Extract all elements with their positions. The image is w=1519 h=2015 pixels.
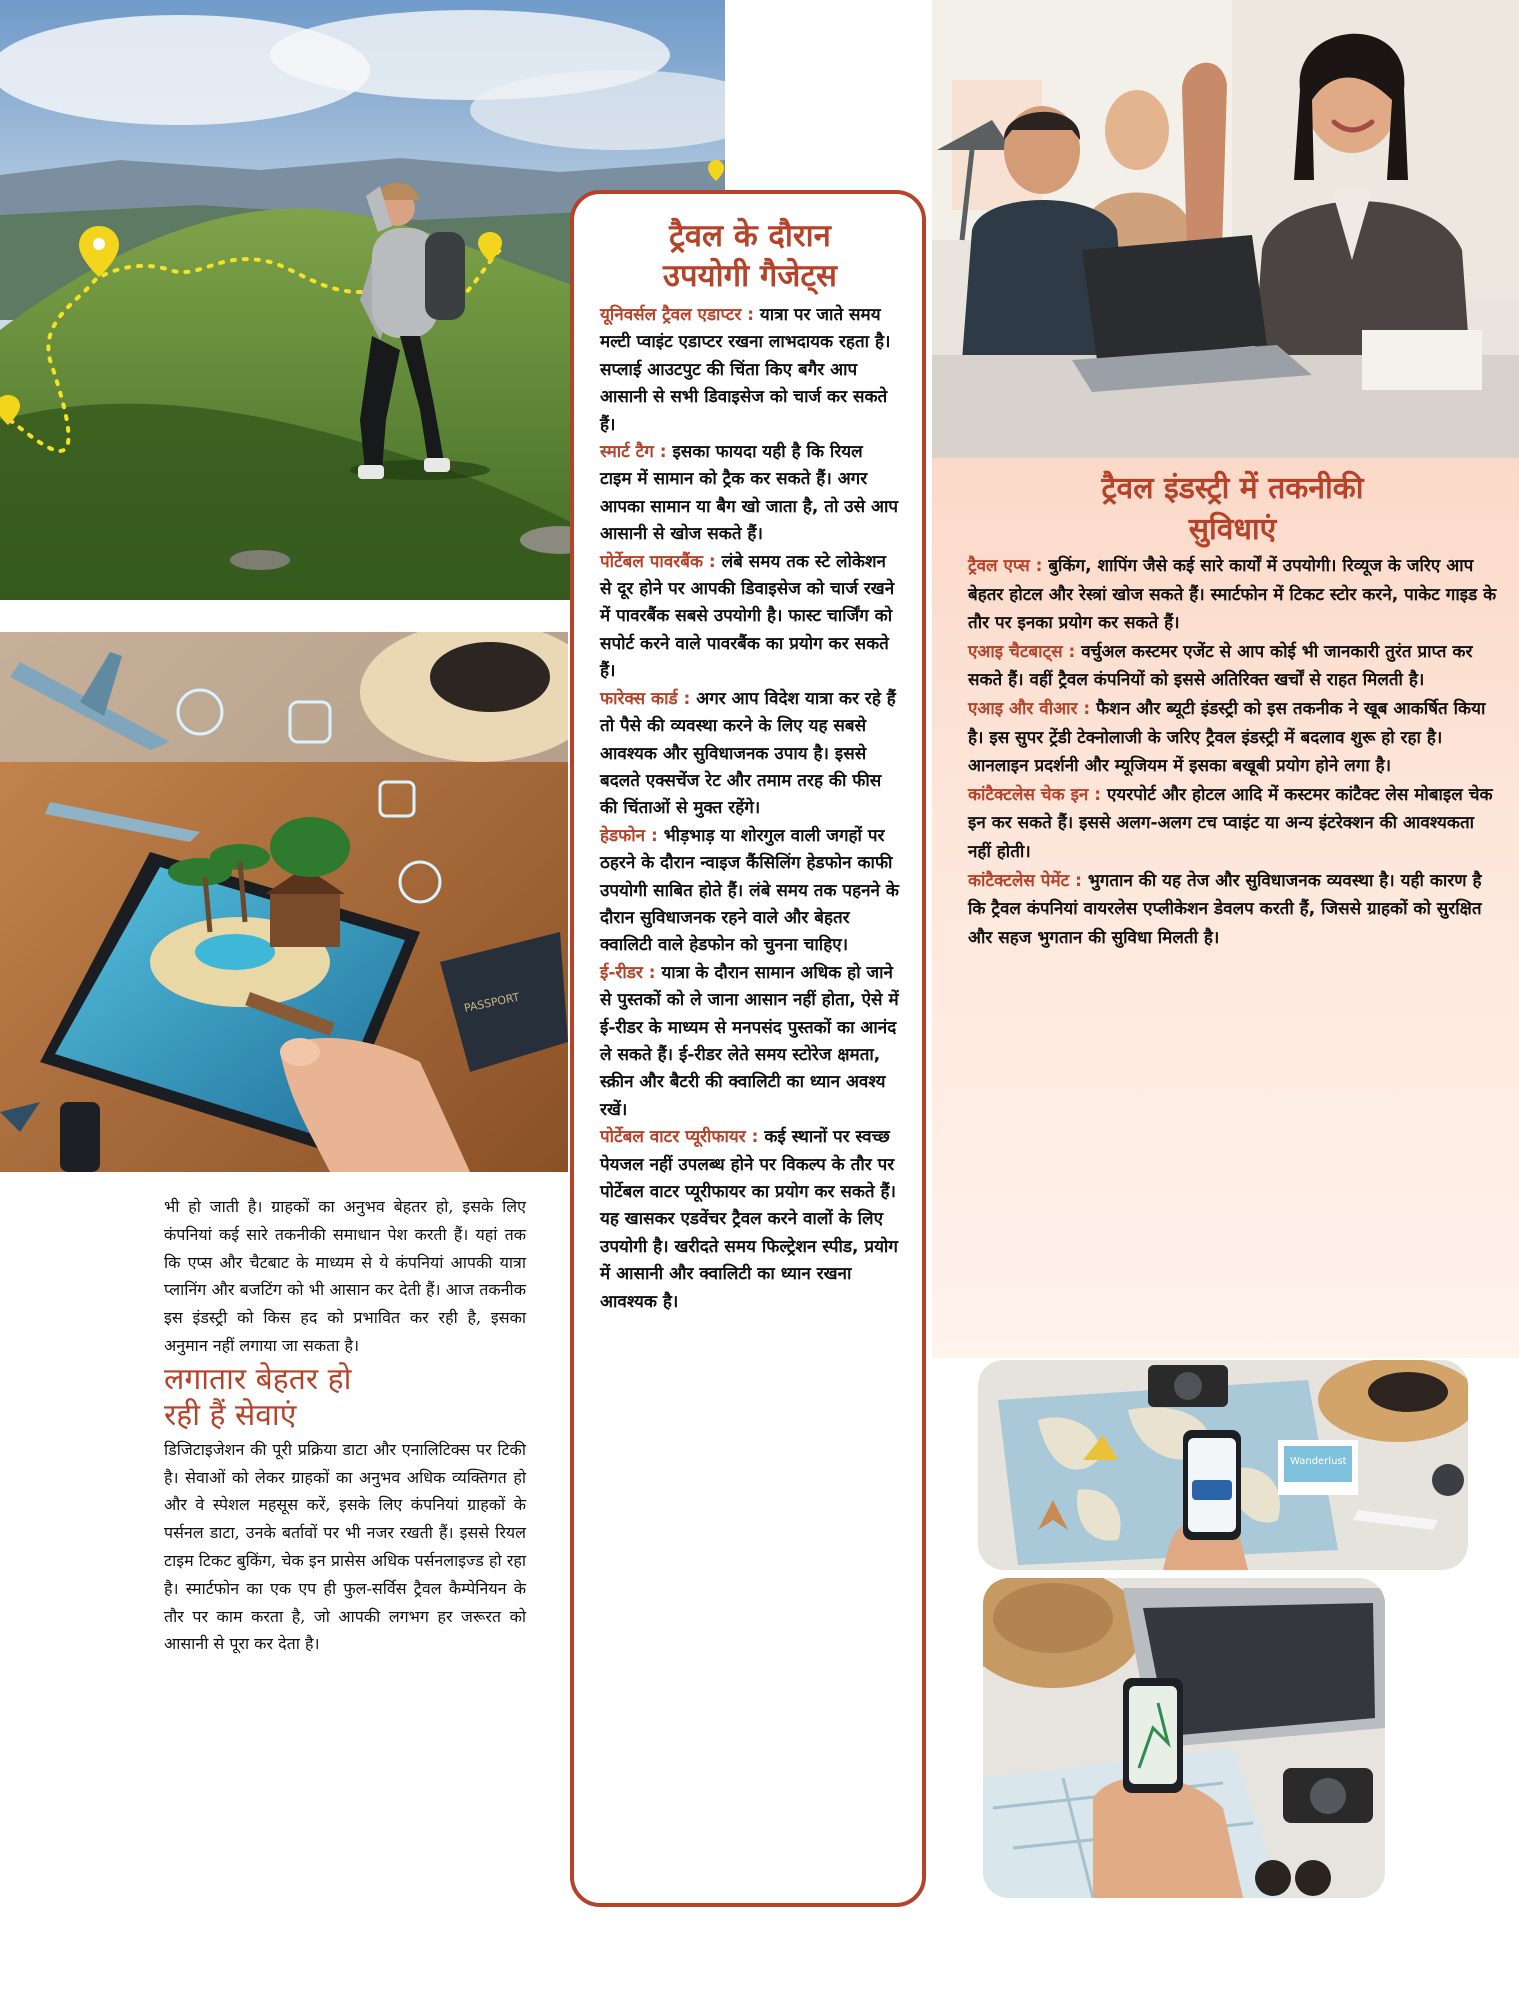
travel-map-photo bbox=[978, 1360, 1468, 1570]
gadget-item-forex-card bbox=[600, 686, 900, 823]
gadget-text: यात्रा के दौरान सामान अधिक हो जाने से पुस्तकों को ले जाना आसान नहीं होता, ऐसे में ई-रीडर के माध्यम से मनपसंद पुस्तकों का आनंद ले सकते हैं। ई-रीडर लेते समय स्टोरेज क्षमता, स्क्रीन और बैटरी की क्वालिटी का ध्यान अवश्य रखें। bbox=[600, 962, 899, 1120]
tech-title-line1: ट्रैवल इंडस्ट्री में तकनीकी bbox=[1101, 471, 1364, 506]
gadget-item-water-purifier bbox=[600, 1124, 900, 1316]
gadget-item-headphone bbox=[600, 823, 900, 960]
gadget-item-smart-tag bbox=[600, 439, 900, 549]
gadget-text: अगर आप विदेश यात्रा कर रहे हैं तो पैसे की व्यवस्था करने के लिए यह सबसे आवश्यक और सुविधाजनक उपाय है। इससे बदलते एक्सचेंज रेट और तमाम तरह की फीस की चिंताओं से मुक्त रहेंगे। bbox=[600, 688, 896, 819]
tech-title bbox=[968, 468, 1497, 550]
tech-term: एआइ और वीआर : bbox=[968, 698, 1091, 719]
tech-item-contactless-payment bbox=[968, 867, 1497, 953]
gadget-term: पोर्टेबल पावरबैंक : bbox=[600, 551, 716, 572]
gadget-term: स्मार्ट टैग : bbox=[600, 442, 667, 463]
office-photo bbox=[932, 0, 1519, 458]
left-paragraph-1: भी हो जाती है। ग्राहकों का अनुभव बेहतर हो, इसके लिए कंपनियां कई सारे तकनीकी समाधान पेश करती हैं। यहां तक कि एप्स और चैटबाट के माध्यम से ये कंपनियां आपकी यात्रा प्लानिंग और बजटिंग को भी आसान कर देती हैं। आज तकनीक इस इंडस्ट्री को किस हद को प्रभावित कर रही है, इसका अनुमान नहीं लगाया जा सकता है। bbox=[164, 1197, 526, 1355]
gadget-term: ई-रीडर : bbox=[600, 962, 656, 983]
tech-term: कांटैक्टलेस चेक इन : bbox=[968, 784, 1102, 805]
tech-item-contactless-checkin bbox=[968, 781, 1497, 867]
tech-item-travel-apps bbox=[968, 552, 1497, 638]
tech-item-ai-vr bbox=[968, 695, 1497, 781]
gadget-item-adapter bbox=[600, 302, 900, 439]
gadget-text: यात्रा पर जाते समय मल्टी प्वाइंट एडाप्टर रखना लाभदायक रहता है। सप्लाई आउटपुट की चिंता किए बगैर आप आसानी से सभी डिवाइसेज को चार्ज कर सकते हैं। bbox=[600, 305, 891, 435]
tech-facilities-panel bbox=[932, 458, 1519, 1358]
gadgets-box bbox=[570, 190, 926, 1907]
gadget-term: पोर्टेबल वाटर प्यूरीफायर : bbox=[600, 1127, 759, 1148]
gadget-item-e-reader bbox=[600, 960, 900, 1124]
gadgets-title-line2: उपयोगी गैजेट्स bbox=[663, 258, 837, 294]
left-paragraph-2: डिजिटाइजेशन की पूरी प्रक्रिया डाटा और एनालिटिक्स पर टिकी है। सेवाओं को लेकर ग्राहकों का अनुभव अधिक व्यक्तिगत हो और वे स्पेशल महसूस करें, इसके लिए कंपनियां ग्राहकों के पर्सनल डाटा, उनके बर्तावों पर भी नजर रखती हैं। इससे रियल टाइम टिकट बुकिंग, चेक इन प्रासेस अधिक पर्सनलाइज्ड हो रहा है। स्मार्टफोन का एक एप ही फुल-सर्विस ट्रैवल कैम्पेनियन के तौर पर काम करता है, जो आपकी लगभग हर जरूरत को आसानी से पूरा कर देता है। bbox=[164, 1439, 526, 1654]
gadget-text: भीड़भाड़ या शोरगुल वाली जगहों पर ठहरने के दौरान न्वाइज कैंसिलिंग हेडफोन काफी उपयोगी साबित होते हैं। लंबे समय तक पहनने के दौरान सुविधाजनक रहने वाले और बेहतर क्वालिटी वाले हेडफोन को चुनना चाहिए। bbox=[600, 825, 899, 956]
passport-label: PASSPORT bbox=[462, 990, 521, 1015]
phone-island-photo bbox=[0, 632, 568, 1172]
gadget-term: यूनिवर्सल ट्रैवल एडाप्टर : bbox=[600, 305, 755, 325]
tech-text: फैशन और ब्यूटी इंडस्ट्री को इस तकनीक ने खूब आकर्षित किया है। इस सुपर ट्रेंडी टेक्नोलाजी के जरिए ट्रैवल इंडस्ट्री में बदलाव शुरू हो रहा है। आनलाइन प्रदर्शनी और म्यूजियम में इसका बखूबी प्रयोग होने लगा है। bbox=[968, 698, 1486, 777]
tech-item-ai-chatbots bbox=[968, 638, 1497, 695]
tech-term: एआइ चैटबाट्स : bbox=[968, 641, 1076, 662]
tech-text: भुगतान की यह तेज और सुविधाजनक व्यवस्था है। यही कारण है कि ट्रैवल कंपनियां वायरलेस एप्लीकेशन डेवलप करती हैं, जिससे ग्राहकों को सुरक्षित और सहज भुगतान की सुविधा मिलती है। bbox=[968, 870, 1482, 948]
left-heading bbox=[164, 1362, 526, 1434]
tech-term: ट्रैवल एप्स : bbox=[968, 556, 1043, 576]
gadget-term: फारेक्स कार्ड : bbox=[600, 688, 691, 709]
left-heading-line1: लगातार बेहतर हो bbox=[164, 1361, 352, 1397]
tech-text: एयरपोर्ट और होटल आदि में कस्टमर कांटैक्ट लेस मोबाइल चेक इन कर सकते हैं। इससे अलग-अलग टच प्वाइंट या अन्य इंटरेक्शन की आवश्यकता नहीं होती। bbox=[968, 784, 1493, 862]
tech-term: कांटैक्टलेस पेमेंट : bbox=[968, 870, 1082, 891]
wanderlust-label: Wanderlust bbox=[1290, 1456, 1347, 1467]
tech-text: बुकिंग, शापिंग जैसे कई सारे कार्यों में उपयोगी। रिव्यूज के जरिए आप बेहतर होटल और रेस्त्रां खोज सकते हैं। स्मार्टफोन में टिकट स्टोर करने, पाकेट गाइड के तौर पर इनका प्रयोग कर सकते हैं। bbox=[968, 556, 1497, 634]
left-heading-line2: रही हैं सेवाएं bbox=[164, 1397, 297, 1433]
gadget-text: इसका फायदा यही है कि रियल टाइम में सामान को ट्रैक कर सकते हैं। अगर आपका सामान या बैग खो जाता है, तो उसे आप आसानी से खोज सकते हैं। bbox=[600, 442, 899, 545]
tech-title-line2: सुविधाएं bbox=[1188, 512, 1277, 547]
gadget-term: हेडफोन : bbox=[600, 825, 658, 846]
tech-text: वर्चुअल कस्टमर एजेंट से आप कोई भी जानकारी तुरंत प्राप्त कर सकते हैं। वहीं ट्रैवल कंपनियों को इससे अतिरिक्त खर्चों से राहत मिलती है। bbox=[968, 641, 1473, 691]
gadgets-title-line1: ट्रैवल के दौरान bbox=[669, 218, 831, 254]
left-article-column bbox=[164, 1193, 526, 1658]
gadget-item-powerbank bbox=[600, 549, 900, 686]
laptop-map-photo bbox=[983, 1578, 1385, 1898]
gadget-text: कई स्थानों पर स्वच्छ पेयजल नहीं उपलब्ध होने पर विकल्प के तौर पर पोर्टेबल वाटर प्यूरीफायर का प्रयोग कर सकते हैं। यह खासकर एडवेंचर ट्रैवल करने वालों के लिए उपयोगी है। खरीदते समय फिल्ट्रेशन स्पीड, प्रयोग में आसानी और क्वालिटी का ध्यान रखना आवश्यक है। bbox=[600, 1127, 898, 1312]
gadget-text: लंबे समय तक स्टे लोकेशन से दूर होने पर आपकी डिवाइसेज को चार्ज रखने में पावरबैंक सबसे उपयोगी है। फास्ट चार्जिंग को सपोर्ट करने वाले पावरबैंक का प्रयोग कर सकते हैं। bbox=[600, 551, 895, 682]
gadgets-title bbox=[600, 216, 900, 296]
